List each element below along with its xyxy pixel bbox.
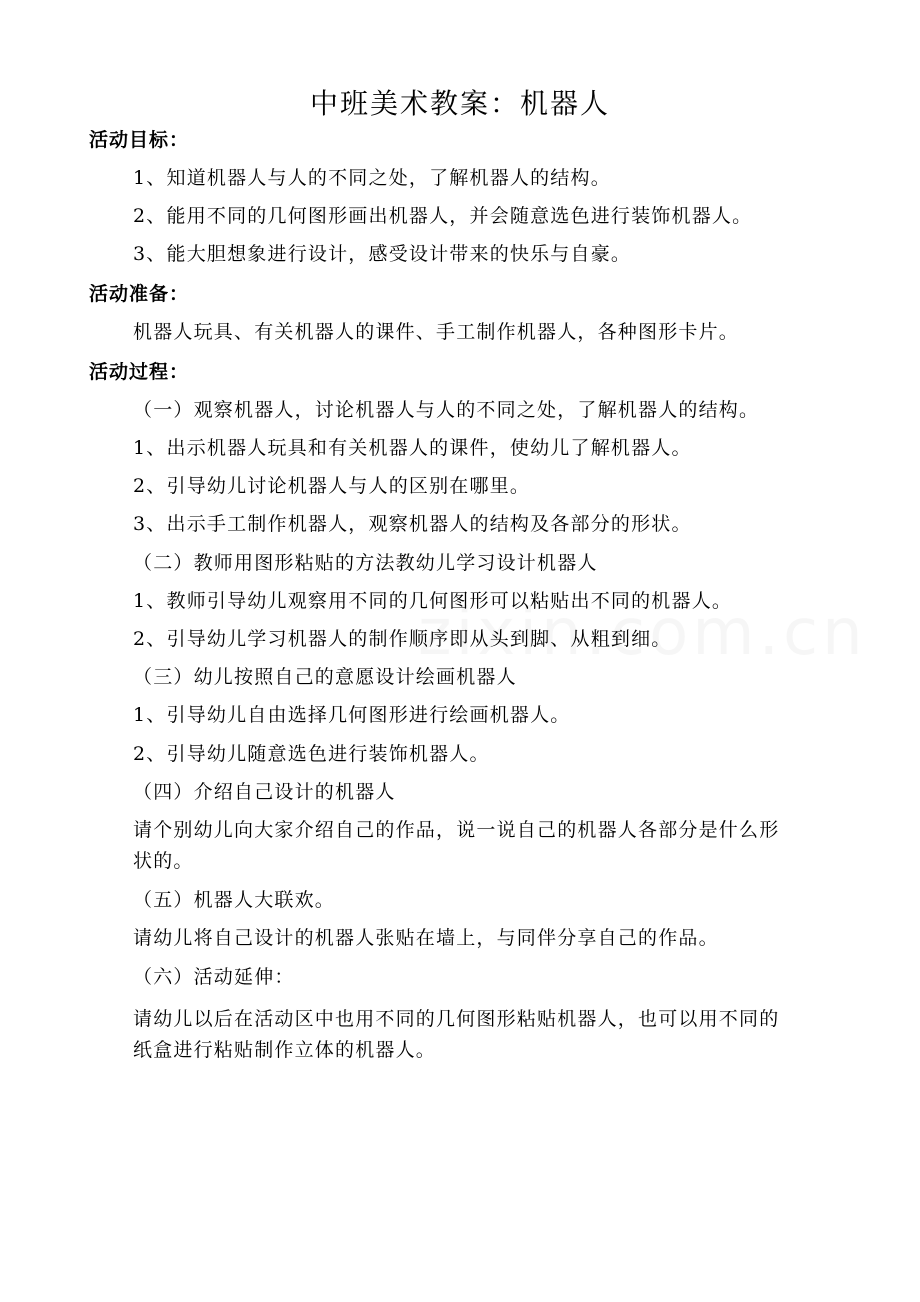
process-section-heading: （五）机器人大联欢。	[133, 889, 336, 911]
goals-heading: 活动目标：	[89, 129, 190, 151]
process-section-heading: （二）教师用图形粘贴的方法教幼儿学习设计机器人	[133, 552, 598, 574]
preparation-text: 机器人玩具、有关机器人的课件、手工制作机器人，各种图形卡片。	[133, 321, 740, 343]
process-paragraph: 请幼儿将自己设计的机器人张贴在墙上，与同伴分享自己的作品。	[133, 927, 719, 949]
process-paragraph-continued: 纸盒进行粘贴制作立体的机器人。	[133, 1039, 437, 1061]
process-paragraph-continued: 状的。	[133, 850, 194, 872]
goal-item: 3、能大胆想象进行设计，感受设计带来的快乐与自豪。	[133, 243, 632, 265]
goal-item: 1、知道机器人与人的不同之处，了解机器人的结构。	[133, 167, 611, 189]
process-step: 1、教师引导幼儿观察用不同的几何图形可以粘贴出不同的机器人。	[133, 590, 733, 612]
goal-item: 2、能用不同的几何图形画出机器人，并会随意选色进行装饰机器人。	[133, 205, 753, 227]
process-step: 1、出示机器人玩具和有关机器人的课件，使幼儿了解机器人。	[133, 437, 692, 459]
document-title: 中班美术教案：机器人	[309, 87, 610, 120]
process-step: 2、引导幼儿随意选色进行装饰机器人。	[133, 743, 490, 765]
preparation-heading: 活动准备：	[89, 283, 190, 305]
process-section-heading: （三）幼儿按照自己的意愿设计绘画机器人	[133, 666, 517, 688]
process-step: 3、出示手工制作机器人，观察机器人的结构及各部分的形状。	[133, 513, 692, 535]
process-step: 2、引导幼儿学习机器人的制作顺序即从头到脚、从粗到细。	[133, 628, 672, 650]
process-section-heading: （四）介绍自己设计的机器人	[133, 781, 396, 803]
process-section-heading: （一）观察机器人，讨论机器人与人的不同之处，了解机器人的结构。	[133, 399, 760, 421]
process-heading: 活动过程：	[89, 361, 190, 383]
process-step: 2、引导幼儿讨论机器人与人的区别在哪里。	[133, 475, 531, 497]
process-paragraph: 请个别幼儿向大家介绍自己的作品，说一说自己的机器人各部分是什么形	[133, 819, 780, 841]
process-paragraph: 请幼儿以后在活动区中也用不同的几何图形粘贴机器人，也可以用不同的	[133, 1008, 780, 1030]
process-step: 1、引导幼儿自由选择几何图形进行绘画机器人。	[133, 704, 571, 726]
process-section-heading: （六）活动延伸：	[133, 966, 295, 988]
